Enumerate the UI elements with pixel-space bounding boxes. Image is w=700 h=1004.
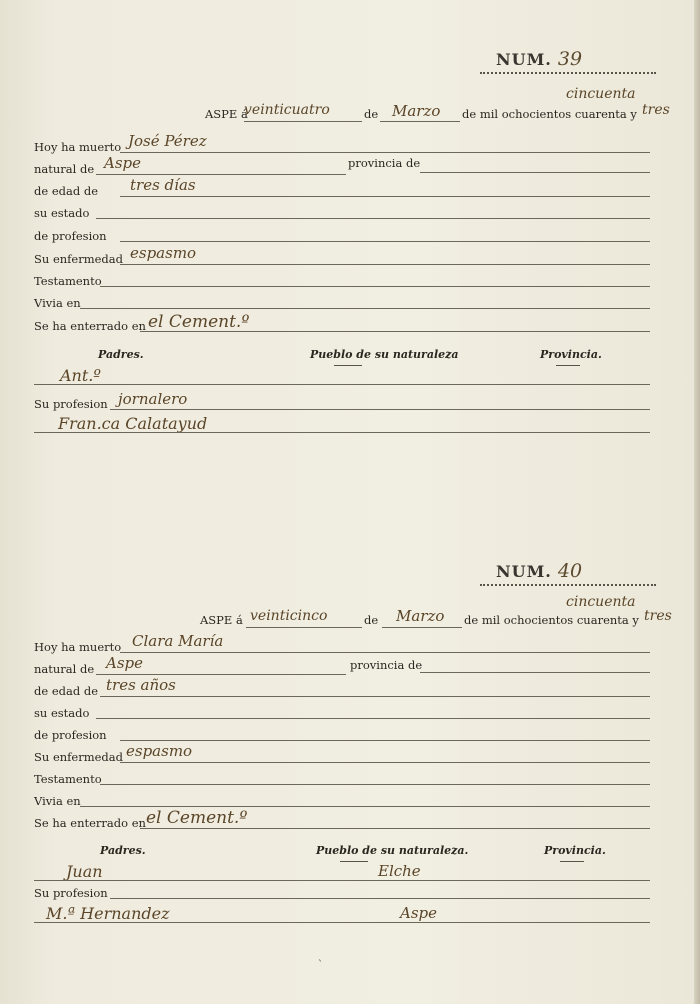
profesion-label: de profesion [34,728,107,742]
month-value: Marzo [392,102,441,120]
year-units: tres [644,608,672,624]
provincia-label: provincia de [348,156,421,170]
page-mark: ˋ [318,960,323,971]
mil-label: de mil ochocientos cuarenta y [462,107,637,121]
edad-label: de edad de [34,684,99,698]
vivia-label: Vivia en [34,296,81,310]
padres-header: Padres. [100,844,146,857]
natural-line [96,174,346,175]
pueblo-underline [334,365,362,366]
day-value: veinticinco [250,608,328,624]
year-tens: cincuenta [566,86,636,102]
deceased-name: José Pérez [128,132,207,150]
father-line [34,384,650,385]
record-number-block [496,48,582,70]
record-number: 39 [557,48,583,70]
num-label: NUM. [496,50,552,69]
enfermedad-value: espasmo [130,244,197,262]
su-profesion-label: Su profesion [34,886,108,900]
enfermedad-line [120,264,650,265]
death-record-39 [0,48,700,488]
su-profesion-line [110,409,650,410]
natural-value: Aspe [104,154,142,172]
de-label: de [364,613,379,627]
name-line [120,652,650,653]
age-line [120,196,650,197]
testamento-line [100,286,650,287]
father-name: Juan [66,862,103,881]
month-line [382,627,462,628]
enterrado-label: Se ha enterrado en [34,319,146,333]
su-profesion-label: Su profesion [34,397,108,411]
aspe-label: ASPE á [205,107,248,121]
testamento-label: Testamento [34,772,102,786]
mother-name: Fran.ca Calatayud [58,414,208,433]
age-line [100,696,650,697]
enfermedad-value: espasmo [126,742,193,760]
mother-origin: Aspe [400,904,438,922]
provincia-underline [556,365,580,366]
record-number-block [496,560,582,582]
enterrado-value: el Cement.º [148,312,250,332]
pueblo-header: Pueblo de su naturaleza. [316,844,469,857]
day-line [246,627,362,628]
vivia-label: Vivia en [34,794,81,808]
profesion-label: de profesion [34,229,107,243]
year-tens: cincuenta [566,594,636,610]
provincia-label: provincia de [350,658,423,672]
profesion-line [120,241,650,242]
month-line [380,121,460,122]
hoy-label: Hoy ha muerto [34,140,122,154]
mother-name: M.ª Hernandez [46,904,170,923]
enfermedad-line [120,762,650,763]
estado-line [96,218,650,219]
profesion-line [120,740,650,741]
aspe-label: ASPE á [200,613,243,627]
enfermedad-label: Su enfermedad [34,750,124,764]
provincia-line [420,672,650,673]
provincia-header: Provincia. [544,844,606,857]
pueblo-header: Pueblo de su naturaleza [310,348,459,361]
age-value: tres días [130,176,196,194]
vivia-line [80,806,650,807]
su-profesion-line [110,898,650,899]
provincia-underline [560,861,584,862]
month-value: Marzo [396,607,445,625]
estado-label: su estado [34,706,90,720]
num-label: NUM. [496,562,552,581]
enterrado-line [140,828,650,829]
provincia-line [420,172,650,173]
record-number: 40 [557,560,583,582]
hoy-label: Hoy ha muerto [34,640,122,654]
day-line [244,121,362,122]
name-line [120,152,650,153]
enterrado-label: Se ha enterrado en [34,816,146,830]
day-value: veinticuatro [244,102,330,118]
mother-line [34,432,650,433]
enterrado-line [140,331,650,332]
death-record-40 [0,560,700,1000]
age-value: tres años [106,676,176,694]
edad-label: de edad de [34,184,99,198]
mother-line [34,922,650,923]
father-profesion: jornalero [118,390,188,408]
enfermedad-label: Su enfermedad [34,252,124,266]
estado-line [96,718,650,719]
testamento-label: Testamento [34,274,102,288]
provincia-header: Provincia. [540,348,602,361]
father-name: Ant.º [60,366,101,385]
natural-label: natural de [34,162,95,176]
father-line [34,880,650,881]
vivia-line [80,308,650,309]
year-units: tres [642,102,670,118]
number-dotted-rule [480,72,656,74]
father-origin: Elche [378,862,421,880]
padres-header: Padres. [98,348,144,361]
de-label: de [364,107,379,121]
enterrado-value: el Cement.º [146,808,248,828]
pueblo-underline [340,861,368,862]
number-dotted-rule [480,584,656,586]
testamento-line [100,784,650,785]
natural-label: natural de [34,662,95,676]
estado-label: su estado [34,206,90,220]
deceased-name: Clara María [132,632,224,650]
natural-line [96,674,346,675]
natural-value: Aspe [106,654,144,672]
mil-label: de mil ochocientos cuarenta y [464,613,639,627]
